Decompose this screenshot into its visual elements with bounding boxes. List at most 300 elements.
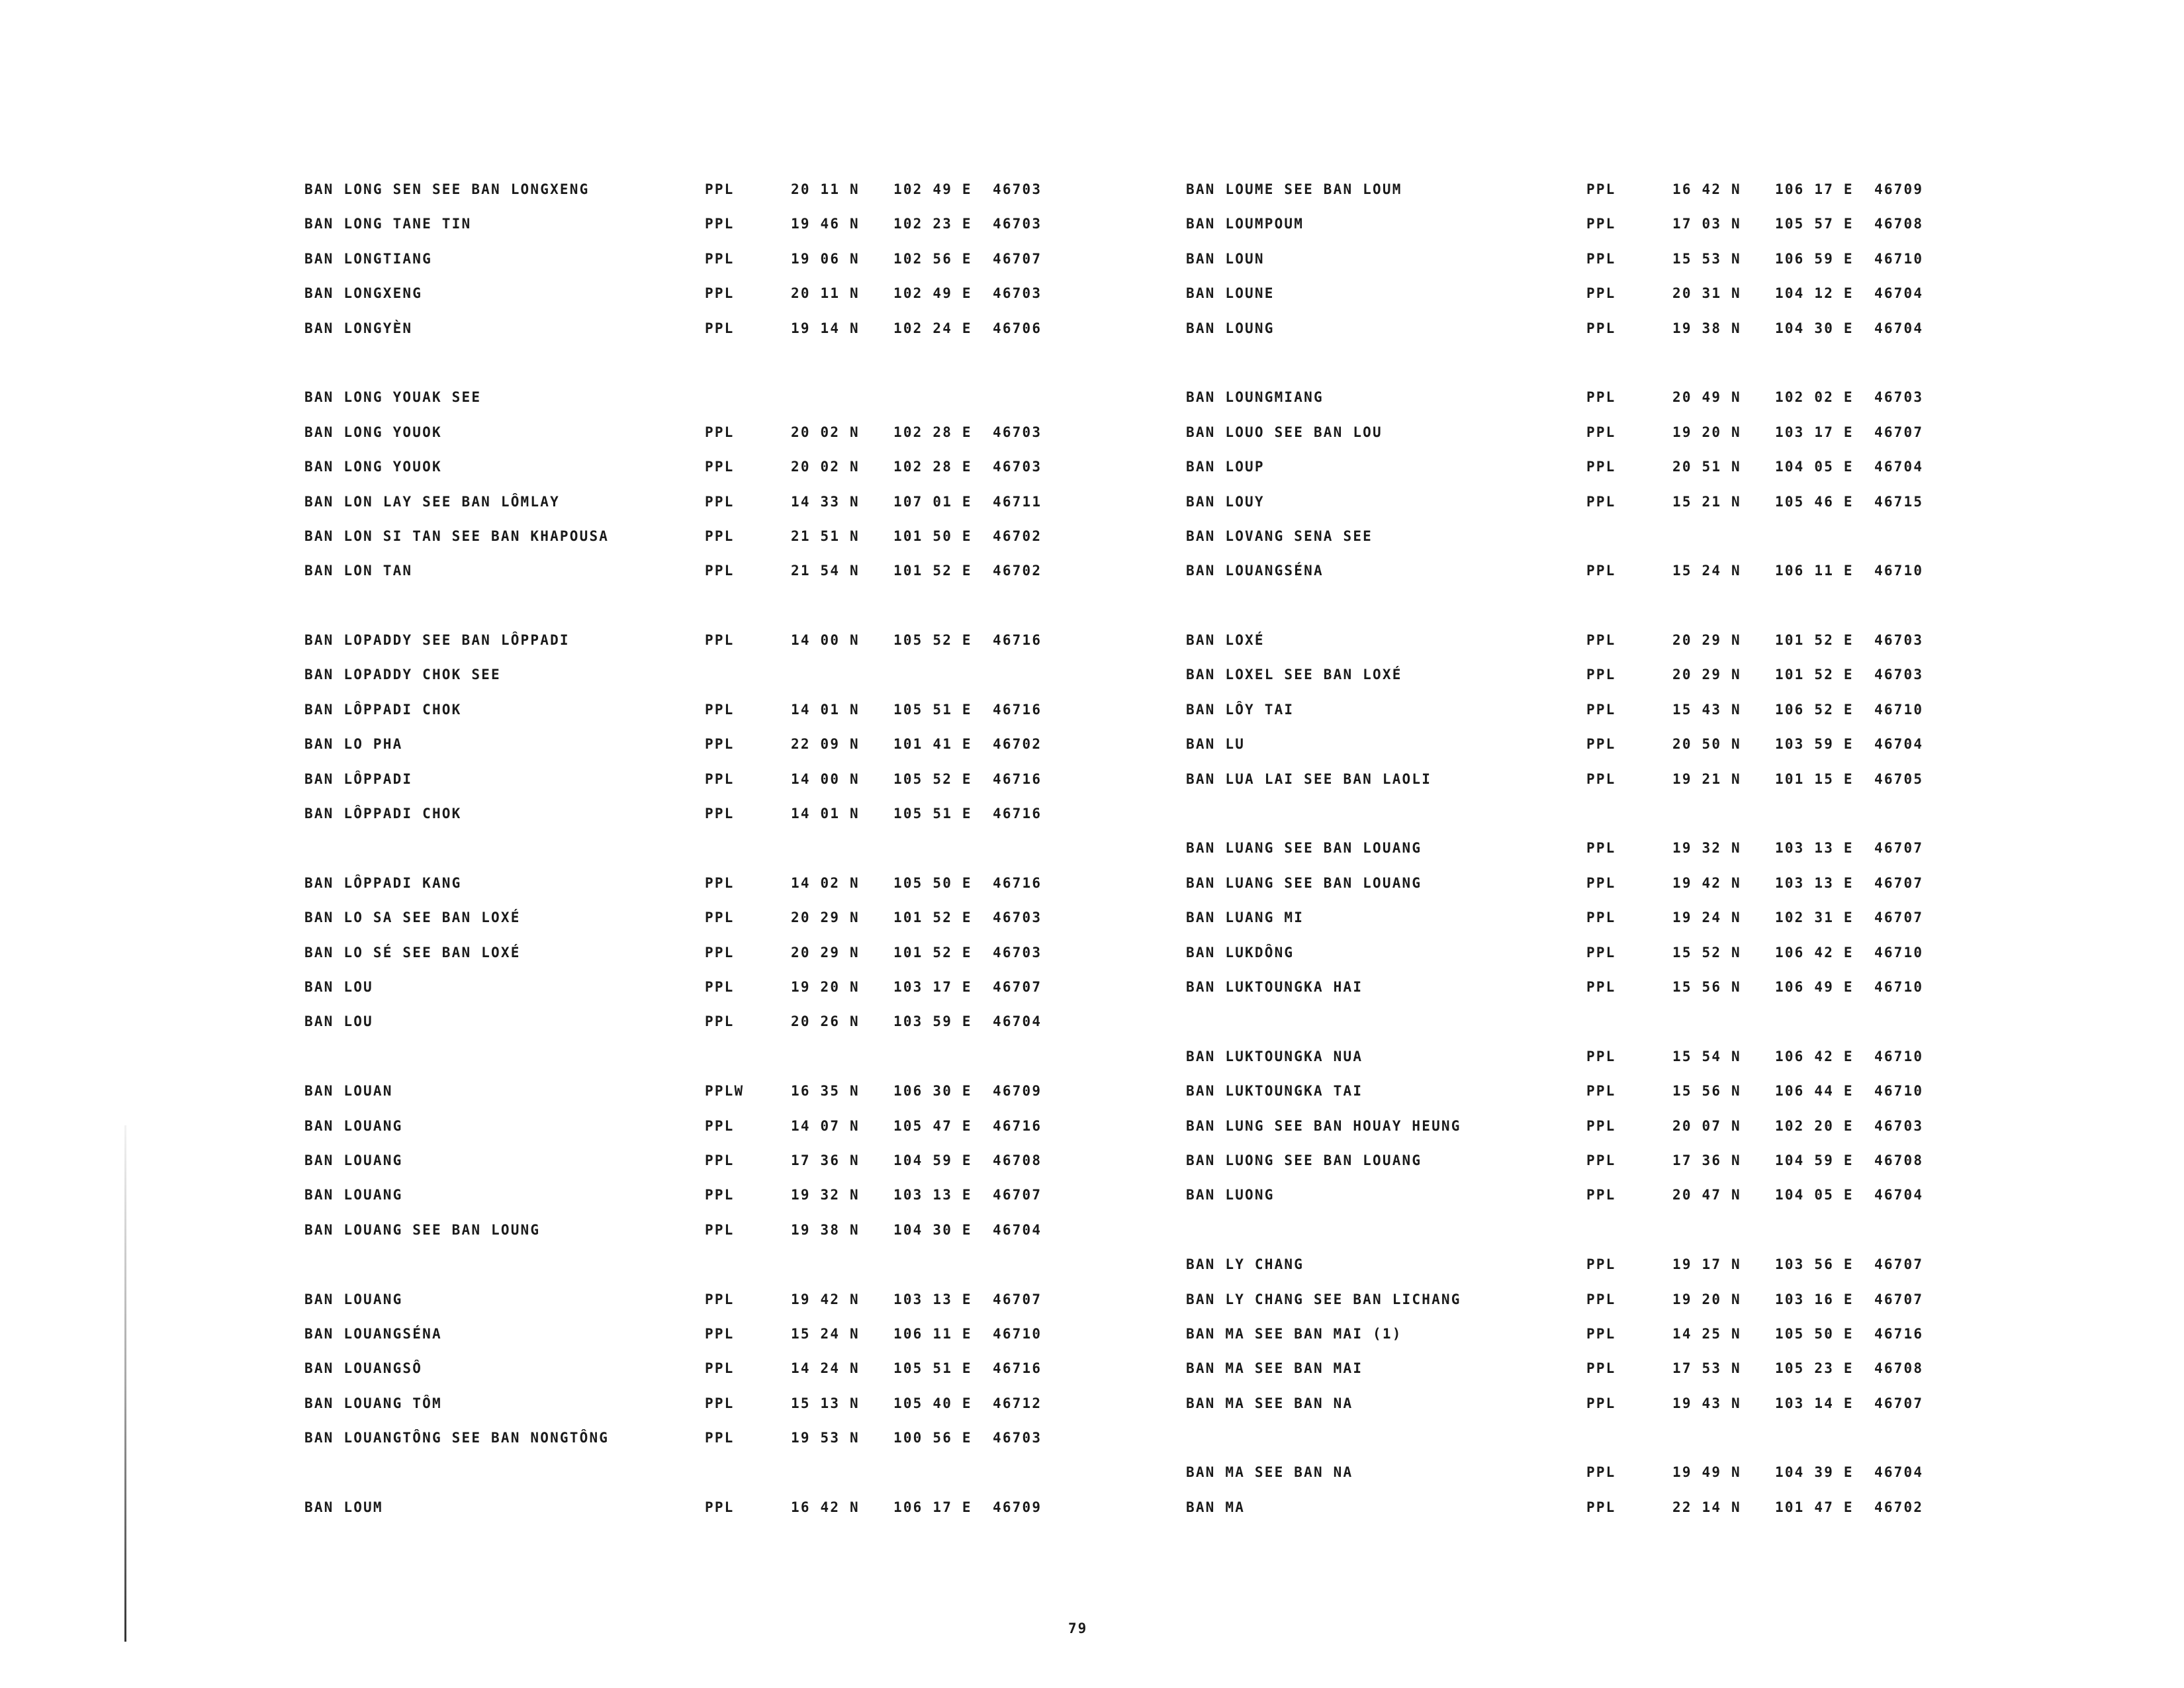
designation-code: PPL bbox=[1586, 1083, 1616, 1100]
longitude: 106 52 E bbox=[1775, 701, 1854, 718]
latitude: 19 38 N bbox=[791, 1221, 860, 1238]
longitude: 103 56 E bbox=[1775, 1256, 1854, 1273]
latitude: 15 53 N bbox=[1672, 250, 1741, 267]
designation-code: PPL bbox=[1586, 181, 1616, 197]
longitude: 101 52 E bbox=[893, 910, 972, 926]
place-name: BAN LOUANGSÉNA bbox=[1186, 563, 1324, 579]
longitude: 106 11 E bbox=[893, 1325, 972, 1342]
map-sheet-number: 46716 bbox=[1874, 1325, 1924, 1342]
longitude: 101 50 E bbox=[893, 528, 972, 544]
longitude: 101 52 E bbox=[893, 944, 972, 961]
place-name: BAN LU bbox=[1186, 736, 1246, 753]
latitude: 14 00 N bbox=[791, 632, 860, 649]
place-name: BAN LÔY TAI bbox=[1186, 701, 1295, 718]
longitude: 104 30 E bbox=[893, 1221, 972, 1238]
latitude: 20 49 N bbox=[1672, 389, 1741, 406]
latitude: 22 14 N bbox=[1672, 1499, 1741, 1515]
latitude: 20 29 N bbox=[791, 944, 860, 961]
place-name: BAN LONG SEN SEE BAN LONGXENG bbox=[304, 181, 590, 197]
map-sheet-number: 46710 bbox=[1874, 944, 1924, 961]
latitude: 20 02 N bbox=[791, 459, 860, 475]
latitude: 15 56 N bbox=[1672, 978, 1741, 995]
longitude: 101 47 E bbox=[1775, 1499, 1854, 1515]
map-sheet-number: 46703 bbox=[1874, 667, 1924, 683]
longitude: 105 50 E bbox=[893, 874, 972, 891]
place-name: BAN LY CHANG bbox=[1186, 1256, 1304, 1273]
page-number: 79 bbox=[1068, 1620, 1088, 1636]
latitude: 19 06 N bbox=[791, 250, 860, 267]
map-sheet-number: 46710 bbox=[1874, 563, 1924, 579]
map-sheet-number: 46710 bbox=[1874, 701, 1924, 718]
longitude: 104 59 E bbox=[893, 1152, 972, 1168]
designation-code: PPL bbox=[705, 806, 735, 822]
map-sheet-number: 46707 bbox=[1874, 424, 1924, 440]
longitude: 102 24 E bbox=[893, 320, 972, 336]
place-name: BAN LON TAN bbox=[304, 563, 413, 579]
longitude: 105 57 E bbox=[1775, 216, 1854, 232]
place-name: BAN LOPADDY CHOK SEE bbox=[304, 667, 501, 683]
place-name: BAN LOUANGSÉNA bbox=[304, 1325, 442, 1342]
latitude: 17 03 N bbox=[1672, 216, 1741, 232]
place-name: BAN LOUO SEE BAN LOU bbox=[1186, 424, 1383, 440]
designation-code: PPL bbox=[1586, 632, 1616, 649]
longitude: 103 13 E bbox=[1775, 840, 1854, 857]
map-sheet-number: 46702 bbox=[993, 563, 1042, 579]
latitude: 20 47 N bbox=[1672, 1187, 1741, 1203]
map-sheet-number: 46707 bbox=[1874, 874, 1924, 891]
longitude: 106 30 E bbox=[893, 1083, 972, 1100]
designation-code: PPL bbox=[1586, 320, 1616, 336]
place-name: BAN LOXEL SEE BAN LOXÉ bbox=[1186, 667, 1402, 683]
latitude: 15 54 N bbox=[1672, 1048, 1741, 1064]
latitude: 20 11 N bbox=[791, 285, 860, 302]
map-sheet-number: 46703 bbox=[1874, 389, 1924, 406]
longitude: 105 51 E bbox=[893, 701, 972, 718]
longitude: 103 59 E bbox=[893, 1013, 972, 1030]
longitude: 105 23 E bbox=[1775, 1360, 1854, 1377]
map-sheet-number: 46703 bbox=[993, 944, 1042, 961]
designation-code: PPL bbox=[705, 424, 735, 440]
place-name: BAN LOU bbox=[304, 1013, 373, 1030]
latitude: 19 53 N bbox=[791, 1430, 860, 1446]
designation-code: PPL bbox=[1586, 1325, 1616, 1342]
place-name: BAN LUKDÔNG bbox=[1186, 944, 1295, 961]
place-name: BAN LUKTOUNGKA HAI bbox=[1186, 978, 1363, 995]
map-sheet-number: 46709 bbox=[993, 1499, 1042, 1515]
place-name: BAN LOUAN bbox=[304, 1083, 393, 1100]
longitude: 103 17 E bbox=[1775, 424, 1854, 440]
designation-code: PPLW bbox=[705, 1083, 745, 1100]
map-sheet-number: 46703 bbox=[1874, 632, 1924, 649]
latitude: 20 29 N bbox=[1672, 632, 1741, 649]
place-name: BAN LOUME SEE BAN LOUM bbox=[1186, 181, 1402, 197]
place-name: BAN LON LAY SEE BAN LÔMLAY bbox=[304, 493, 560, 510]
place-name: BAN LOUANG bbox=[304, 1187, 403, 1203]
longitude: 101 52 E bbox=[1775, 632, 1854, 649]
designation-code: PPL bbox=[1586, 459, 1616, 475]
longitude: 103 14 E bbox=[1775, 1395, 1854, 1411]
latitude: 15 24 N bbox=[1672, 563, 1741, 579]
latitude: 14 01 N bbox=[791, 806, 860, 822]
longitude: 101 52 E bbox=[1775, 667, 1854, 683]
longitude: 103 13 E bbox=[1775, 874, 1854, 891]
designation-code: PPL bbox=[1586, 1152, 1616, 1168]
map-sheet-number: 46707 bbox=[1874, 1291, 1924, 1307]
designation-code: PPL bbox=[705, 216, 735, 232]
designation-code: PPL bbox=[705, 1221, 735, 1238]
place-name: BAN LUONG SEE BAN LOUANG bbox=[1186, 1152, 1422, 1168]
latitude: 19 20 N bbox=[1672, 1291, 1741, 1307]
place-name: BAN LOVANG SENA SEE bbox=[1186, 528, 1373, 544]
place-name: BAN LO SÉ SEE BAN LOXÉ bbox=[304, 944, 521, 961]
latitude: 19 17 N bbox=[1672, 1256, 1741, 1273]
designation-code: PPL bbox=[705, 978, 735, 995]
latitude: 15 56 N bbox=[1672, 1083, 1741, 1100]
longitude: 105 51 E bbox=[893, 806, 972, 822]
place-name: BAN LOUANG TÔM bbox=[304, 1395, 442, 1411]
designation-code: PPL bbox=[1586, 840, 1616, 857]
designation-code: PPL bbox=[1586, 978, 1616, 995]
place-name: BAN LOUANGTÔNG SEE BAN NONGTÔNG bbox=[304, 1430, 610, 1446]
map-sheet-number: 46712 bbox=[993, 1395, 1042, 1411]
designation-code: PPL bbox=[1586, 1187, 1616, 1203]
longitude: 101 41 E bbox=[893, 736, 972, 753]
map-sheet-number: 46706 bbox=[993, 320, 1042, 336]
map-sheet-number: 46704 bbox=[1874, 320, 1924, 336]
latitude: 19 43 N bbox=[1672, 1395, 1741, 1411]
map-sheet-number: 46716 bbox=[993, 874, 1042, 891]
place-name: BAN LONG TANE TIN bbox=[304, 216, 472, 232]
map-sheet-number: 46704 bbox=[1874, 459, 1924, 475]
place-name: BAN LOUY bbox=[1186, 493, 1265, 510]
latitude: 14 33 N bbox=[791, 493, 860, 510]
designation-code: PPL bbox=[705, 771, 735, 787]
designation-code: PPL bbox=[705, 944, 735, 961]
latitude: 14 24 N bbox=[791, 1360, 860, 1377]
latitude: 20 51 N bbox=[1672, 459, 1741, 475]
latitude: 22 09 N bbox=[791, 736, 860, 753]
map-sheet-number: 46716 bbox=[993, 1360, 1042, 1377]
map-sheet-number: 46702 bbox=[1874, 1499, 1924, 1515]
place-name: BAN LUKTOUNGKA NUA bbox=[1186, 1048, 1363, 1064]
place-name: BAN MA SEE BAN MAI bbox=[1186, 1360, 1363, 1377]
map-sheet-number: 46704 bbox=[1874, 736, 1924, 753]
longitude: 106 17 E bbox=[1775, 181, 1854, 197]
map-sheet-number: 46703 bbox=[993, 285, 1042, 302]
longitude: 102 49 E bbox=[893, 285, 972, 302]
longitude: 106 44 E bbox=[1775, 1083, 1854, 1100]
designation-code: PPL bbox=[1586, 1360, 1616, 1377]
place-name: BAN LONGTIANG bbox=[304, 250, 432, 267]
place-name: BAN MA SEE BAN MAI (1) bbox=[1186, 1325, 1402, 1342]
latitude: 19 20 N bbox=[791, 978, 860, 995]
map-sheet-number: 46704 bbox=[1874, 1187, 1924, 1203]
place-name: BAN LOU bbox=[304, 978, 373, 995]
longitude: 106 59 E bbox=[1775, 250, 1854, 267]
map-sheet-number: 46707 bbox=[1874, 840, 1924, 857]
latitude: 20 50 N bbox=[1672, 736, 1741, 753]
place-name: BAN LOUNE bbox=[1186, 285, 1275, 302]
designation-code: PPL bbox=[705, 1395, 735, 1411]
place-name: BAN LONGXENG bbox=[304, 285, 423, 302]
map-sheet-number: 46707 bbox=[993, 1291, 1042, 1307]
designation-code: PPL bbox=[1586, 424, 1616, 440]
longitude: 103 13 E bbox=[893, 1187, 972, 1203]
place-name: BAN LÔPPADI CHOK bbox=[304, 806, 462, 822]
designation-code: PPL bbox=[1586, 493, 1616, 510]
map-sheet-number: 46702 bbox=[993, 528, 1042, 544]
place-name: BAN LY CHANG SEE BAN LICHANG bbox=[1186, 1291, 1461, 1307]
latitude: 15 21 N bbox=[1672, 493, 1741, 510]
map-sheet-number: 46704 bbox=[1874, 1464, 1924, 1481]
longitude: 103 16 E bbox=[1775, 1291, 1854, 1307]
latitude: 15 13 N bbox=[791, 1395, 860, 1411]
place-name: BAN MA SEE BAN NA bbox=[1186, 1395, 1353, 1411]
place-name: BAN LOUANG bbox=[304, 1291, 403, 1307]
longitude: 105 46 E bbox=[1775, 493, 1854, 510]
designation-code: PPL bbox=[1586, 216, 1616, 232]
longitude: 105 52 E bbox=[893, 771, 972, 787]
map-sheet-number: 46703 bbox=[993, 216, 1042, 232]
designation-code: PPL bbox=[705, 320, 735, 336]
place-name: BAN MA SEE BAN NA bbox=[1186, 1464, 1353, 1481]
place-name: BAN LONGYÈN bbox=[304, 320, 413, 336]
longitude: 102 56 E bbox=[893, 250, 972, 267]
latitude: 20 29 N bbox=[791, 910, 860, 926]
longitude: 107 01 E bbox=[893, 493, 972, 510]
place-name: BAN LONG YOUOK bbox=[304, 424, 442, 440]
place-name: BAN LUANG SEE BAN LOUANG bbox=[1186, 874, 1422, 891]
map-sheet-number: 46707 bbox=[993, 978, 1042, 995]
designation-code: PPL bbox=[705, 736, 735, 753]
place-name: BAN LUNG SEE BAN HOUAY HEUNG bbox=[1186, 1117, 1461, 1134]
designation-code: PPL bbox=[705, 285, 735, 302]
place-name: BAN LOUANG bbox=[304, 1117, 403, 1134]
place-name: BAN LONG YOUAK SEE bbox=[304, 389, 482, 406]
designation-code: PPL bbox=[1586, 771, 1616, 787]
designation-code: PPL bbox=[705, 1117, 735, 1134]
designation-code: PPL bbox=[1586, 563, 1616, 579]
place-name: BAN LOUANG bbox=[304, 1152, 403, 1168]
longitude: 102 28 E bbox=[893, 459, 972, 475]
place-name: BAN LÔPPADI CHOK bbox=[304, 701, 462, 718]
latitude: 17 36 N bbox=[1672, 1152, 1741, 1168]
designation-code: PPL bbox=[1586, 250, 1616, 267]
map-sheet-number: 46710 bbox=[1874, 978, 1924, 995]
place-name: BAN LOUM bbox=[304, 1499, 383, 1515]
designation-code: PPL bbox=[1586, 285, 1616, 302]
longitude: 106 11 E bbox=[1775, 563, 1854, 579]
map-sheet-number: 46708 bbox=[1874, 1152, 1924, 1168]
latitude: 15 43 N bbox=[1672, 701, 1741, 718]
map-sheet-number: 46703 bbox=[993, 181, 1042, 197]
longitude: 106 42 E bbox=[1775, 944, 1854, 961]
latitude: 19 32 N bbox=[791, 1187, 860, 1203]
longitude: 106 49 E bbox=[1775, 978, 1854, 995]
latitude: 19 38 N bbox=[1672, 320, 1741, 336]
designation-code: PPL bbox=[705, 1360, 735, 1377]
designation-code: PPL bbox=[1586, 944, 1616, 961]
designation-code: PPL bbox=[705, 1152, 735, 1168]
longitude: 105 47 E bbox=[893, 1117, 972, 1134]
longitude: 101 52 E bbox=[893, 563, 972, 579]
map-sheet-number: 46704 bbox=[993, 1013, 1042, 1030]
designation-code: PPL bbox=[705, 874, 735, 891]
map-sheet-number: 46703 bbox=[993, 459, 1042, 475]
longitude: 102 31 E bbox=[1775, 910, 1854, 926]
longitude: 103 17 E bbox=[893, 978, 972, 995]
longitude: 102 49 E bbox=[893, 181, 972, 197]
latitude: 15 24 N bbox=[791, 1325, 860, 1342]
latitude: 19 21 N bbox=[1672, 771, 1741, 787]
latitude: 15 52 N bbox=[1672, 944, 1741, 961]
designation-code: PPL bbox=[705, 250, 735, 267]
map-sheet-number: 46707 bbox=[1874, 910, 1924, 926]
designation-code: PPL bbox=[705, 632, 735, 649]
designation-code: PPL bbox=[705, 1187, 735, 1203]
latitude: 20 29 N bbox=[1672, 667, 1741, 683]
latitude: 19 32 N bbox=[1672, 840, 1741, 857]
designation-code: PPL bbox=[1586, 701, 1616, 718]
place-name: BAN LÔPPADI KANG bbox=[304, 874, 462, 891]
map-sheet-number: 46704 bbox=[993, 1221, 1042, 1238]
longitude: 104 59 E bbox=[1775, 1152, 1854, 1168]
designation-code: PPL bbox=[705, 701, 735, 718]
map-sheet-number: 46708 bbox=[993, 1152, 1042, 1168]
designation-code: PPL bbox=[1586, 1117, 1616, 1134]
place-name: BAN LUANG MI bbox=[1186, 910, 1304, 926]
latitude: 20 31 N bbox=[1672, 285, 1741, 302]
place-name: BAN LOUNGMIANG bbox=[1186, 389, 1324, 406]
place-name: BAN LÔPPADI bbox=[304, 771, 413, 787]
map-sheet-number: 46716 bbox=[993, 1117, 1042, 1134]
latitude: 14 07 N bbox=[791, 1117, 860, 1134]
map-sheet-number: 46711 bbox=[993, 493, 1042, 510]
place-name: BAN LOPADDY SEE BAN LÔPPADI bbox=[304, 632, 570, 649]
latitude: 21 54 N bbox=[791, 563, 860, 579]
place-name: BAN LUANG SEE BAN LOUANG bbox=[1186, 840, 1422, 857]
place-name: BAN LOUN bbox=[1186, 250, 1265, 267]
designation-code: PPL bbox=[1586, 874, 1616, 891]
place-name: BAN LONG YOUOK bbox=[304, 459, 442, 475]
longitude: 105 50 E bbox=[1775, 1325, 1854, 1342]
designation-code: PPL bbox=[1586, 1256, 1616, 1273]
latitude: 20 07 N bbox=[1672, 1117, 1741, 1134]
place-name: BAN LOXÉ bbox=[1186, 632, 1265, 649]
map-sheet-number: 46710 bbox=[1874, 1048, 1924, 1064]
map-sheet-number: 46707 bbox=[1874, 1395, 1924, 1411]
place-name: BAN LUONG bbox=[1186, 1187, 1275, 1203]
map-sheet-number: 46707 bbox=[1874, 1256, 1924, 1273]
latitude: 21 51 N bbox=[791, 528, 860, 544]
longitude: 100 56 E bbox=[893, 1430, 972, 1446]
longitude: 101 15 E bbox=[1775, 771, 1854, 787]
latitude: 19 42 N bbox=[1672, 874, 1741, 891]
longitude: 105 51 E bbox=[893, 1360, 972, 1377]
longitude: 102 20 E bbox=[1775, 1117, 1854, 1134]
longitude: 105 52 E bbox=[893, 632, 972, 649]
place-name: BAN LUKTOUNGKA TAI bbox=[1186, 1083, 1363, 1100]
longitude: 102 28 E bbox=[893, 424, 972, 440]
latitude: 17 36 N bbox=[791, 1152, 860, 1168]
designation-code: PPL bbox=[705, 1325, 735, 1342]
latitude: 19 24 N bbox=[1672, 910, 1741, 926]
designation-code: PPL bbox=[705, 910, 735, 926]
longitude: 103 13 E bbox=[893, 1291, 972, 1307]
designation-code: PPL bbox=[1586, 667, 1616, 683]
map-sheet-number: 46709 bbox=[993, 1083, 1042, 1100]
designation-code: PPL bbox=[1586, 736, 1616, 753]
designation-code: PPL bbox=[1586, 1499, 1616, 1515]
map-sheet-number: 46710 bbox=[993, 1325, 1042, 1342]
map-sheet-number: 46703 bbox=[993, 424, 1042, 440]
designation-code: PPL bbox=[705, 1499, 735, 1515]
map-sheet-number: 46708 bbox=[1874, 216, 1924, 232]
place-name: BAN LO PHA bbox=[304, 736, 403, 753]
place-name: BAN LOUMPOUM bbox=[1186, 216, 1304, 232]
designation-code: PPL bbox=[705, 1291, 735, 1307]
map-sheet-number: 46705 bbox=[1874, 771, 1924, 787]
designation-code: PPL bbox=[705, 563, 735, 579]
longitude: 104 30 E bbox=[1775, 320, 1854, 336]
latitude: 14 25 N bbox=[1672, 1325, 1741, 1342]
longitude: 102 23 E bbox=[893, 216, 972, 232]
place-name: BAN LO SA SEE BAN LOXÉ bbox=[304, 910, 521, 926]
designation-code: PPL bbox=[1586, 1291, 1616, 1307]
scan-binding-edge bbox=[124, 1125, 126, 1642]
map-sheet-number: 46710 bbox=[1874, 250, 1924, 267]
map-sheet-number: 46715 bbox=[1874, 493, 1924, 510]
latitude: 17 53 N bbox=[1672, 1360, 1741, 1377]
longitude: 106 42 E bbox=[1775, 1048, 1854, 1064]
latitude: 14 02 N bbox=[791, 874, 860, 891]
longitude: 103 59 E bbox=[1775, 736, 1854, 753]
longitude: 106 17 E bbox=[893, 1499, 972, 1515]
longitude: 102 02 E bbox=[1775, 389, 1854, 406]
map-sheet-number: 46702 bbox=[993, 736, 1042, 753]
latitude: 14 01 N bbox=[791, 701, 860, 718]
latitude: 20 11 N bbox=[791, 181, 860, 197]
designation-code: PPL bbox=[705, 1013, 735, 1030]
place-name: BAN MA bbox=[1186, 1499, 1246, 1515]
longitude: 104 05 E bbox=[1775, 459, 1854, 475]
map-sheet-number: 46703 bbox=[1874, 1117, 1924, 1134]
place-name: BAN LOUANGSÔ bbox=[304, 1360, 423, 1377]
place-name: BAN LOUNG bbox=[1186, 320, 1275, 336]
latitude: 16 35 N bbox=[791, 1083, 860, 1100]
designation-code: PPL bbox=[1586, 389, 1616, 406]
map-sheet-number: 46708 bbox=[1874, 1360, 1924, 1377]
longitude: 104 39 E bbox=[1775, 1464, 1854, 1481]
designation-code: PPL bbox=[1586, 910, 1616, 926]
map-sheet-number: 46709 bbox=[1874, 181, 1924, 197]
longitude: 104 12 E bbox=[1775, 285, 1854, 302]
map-sheet-number: 46716 bbox=[993, 632, 1042, 649]
latitude: 14 00 N bbox=[791, 771, 860, 787]
longitude: 104 05 E bbox=[1775, 1187, 1854, 1203]
latitude: 20 26 N bbox=[791, 1013, 860, 1030]
map-sheet-number: 46716 bbox=[993, 806, 1042, 822]
latitude: 19 14 N bbox=[791, 320, 860, 336]
place-name: BAN LON SI TAN SEE BAN KHAPOUSA bbox=[304, 528, 610, 544]
map-sheet-number: 46707 bbox=[993, 250, 1042, 267]
latitude: 16 42 N bbox=[791, 1499, 860, 1515]
map-sheet-number: 46703 bbox=[993, 1430, 1042, 1446]
latitude: 19 20 N bbox=[1672, 424, 1741, 440]
place-name: BAN LUA LAI SEE BAN LAOLI bbox=[1186, 771, 1432, 787]
place-name: BAN LOUP bbox=[1186, 459, 1265, 475]
designation-code: PPL bbox=[1586, 1395, 1616, 1411]
